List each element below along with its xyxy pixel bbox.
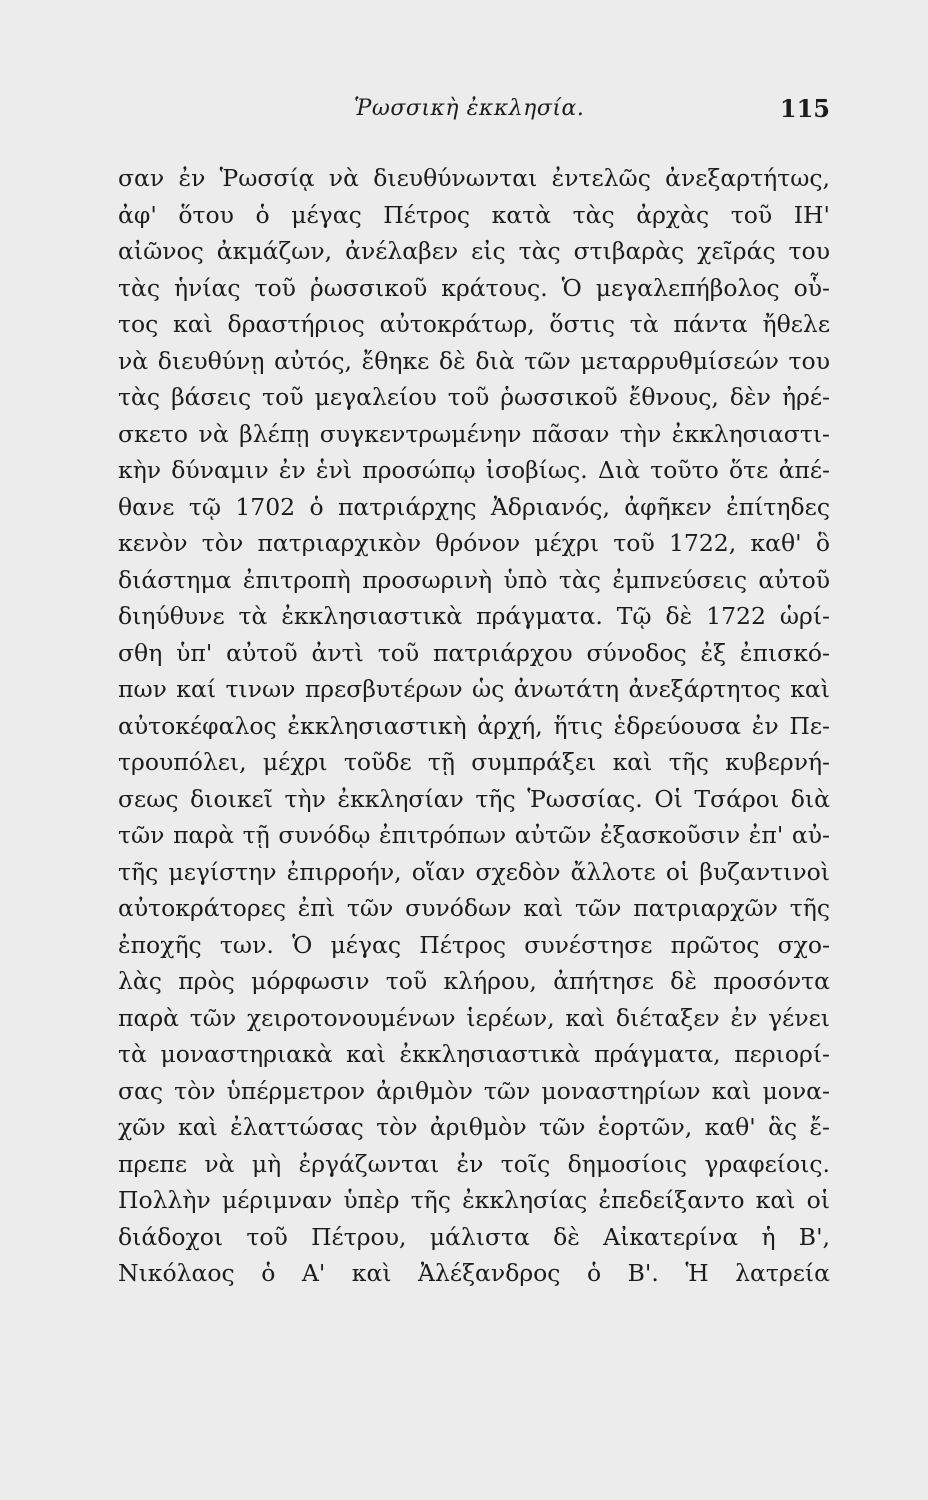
text-line: σαν ἐν Ῥωσσίᾳ νὰ διευθύνωνται ἐντελῶς ἀνεξαρτήτως, <box>118 164 830 192</box>
text-line: σθη ὑπ' αὐτοῦ ἀντὶ τοῦ πατριάρχου σύνοδος ἐξ ἐπισκό- <box>118 638 830 667</box>
text-line: σκετο νὰ βλέπῃ συγκεντρωμένην πᾶσαν τὴν ἐκκλησιαστι- <box>118 419 830 448</box>
text-line: τρουπόλει, μέχρι τοῦδε τῇ συμπράξει καὶ τῆς κυβερνή- <box>118 748 830 776</box>
text-line: νὰ διευθύνῃ αὐτός, ἔθηκε δὲ διὰ τῶν μεταρρυθμίσεών του <box>118 346 830 375</box>
text-line: κενὸν τὸν πατριαρχικὸν θρόνον μέχρι τοῦ 1722, καθ' ὃ <box>118 529 830 557</box>
text-line: θανε τῷ 1702 ὁ πατριάρχης Ἀδριανός, ἀφῆκεν ἐπίτηδες <box>118 492 830 521</box>
page-header <box>118 96 830 130</box>
text-line: τὰς ἡνίας τοῦ ῥωσσικοῦ κράτους. Ὁ μεγαλεπήβολος οὗ- <box>118 273 830 302</box>
text-line: αὐτοκέφαλος ἐκκλησιαστικὴ ἀρχή, ἥτις ἑδρεύουσα ἐν Πε- <box>118 711 830 740</box>
text-line: τὰ μοναστηριακὰ καὶ ἐκκλησιαστικὰ πράγματα, περιορί- <box>118 1040 830 1068</box>
text-line: Νικόλαος ὁ Α' καὶ Ἀλέξανδρος ὁ Β'. Ἡ λατρεία <box>118 1259 830 1287</box>
text-line: διάδοχοι τοῦ Πέτρου, μάλιστα δὲ Αἰκατερίνα ἡ Β', <box>118 1222 830 1251</box>
text-line: τῶν παρὰ τῇ συνόδῳ ἐπιτρόπων αὐτῶν ἐξασκοῦσιν ἐπ' αὐ- <box>118 821 830 849</box>
text-line: ἐποχῆς των. Ὁ μέγας Πέτρος συνέστησε πρῶτος σχο- <box>118 930 830 959</box>
text-line: αὐτοκράτορες ἐπὶ τῶν συνόδων καὶ τῶν πατριαρχῶν τῆς <box>118 894 830 922</box>
running-title: Ῥωσσικὴ ἐκκλησία. <box>354 96 585 121</box>
text-line: κὴν δύναμιν ἐν ἑνὶ προσώπῳ ἰσοβίως. Διὰ τοῦτο ὅτε ἀπέ- <box>118 456 830 484</box>
text-line: λὰς πρὸς μόρφωσιν τοῦ κλήρου, ἀπήτησε δὲ προσόντα <box>118 967 830 995</box>
text-line: διηύθυνε τὰ ἐκκλησιαστικὰ πράγματα. Τῷ δὲ 1722 ὡρί- <box>118 602 830 630</box>
text-line: σεως διοικεῖ τὴν ἐκκλησίαν τῆς Ῥωσσίας. Οἱ Τσάροι διὰ <box>118 784 830 813</box>
text-line: ἀφ' ὅτου ὁ μέγας Πέτρος κατὰ τὰς ἀρχὰς τοῦ ΙΗ' <box>118 200 830 229</box>
body-text <box>118 160 830 1292</box>
text-line: τος καὶ δραστήριος αὐτοκράτωρ, ὅστις τὰ πάντα ἤθελε <box>118 310 830 338</box>
text-line: διάστημα ἐπιτροπὴ προσωρινὴ ὑπὸ τὰς ἐμπνεύσεις αὐτοῦ <box>118 565 830 594</box>
text-line: πων καί τινων πρεσβυτέρων ὡς ἀνωτάτη ἀνεξάρτητος καὶ <box>118 675 830 703</box>
page-number: 115 <box>779 94 830 123</box>
text-line: τὰς βάσεις τοῦ μεγαλείου τοῦ ῥωσσικοῦ ἔθνους, δὲν ἠρέ- <box>118 383 830 411</box>
text-line: χῶν καὶ ἐλαττώσας τὸν ἀριθμὸν τῶν ἑορτῶν, καθ' ἃς ἔ- <box>118 1113 830 1141</box>
text-line: παρὰ τῶν χειροτονουμένων ἱερέων, καὶ διέταξεν ἐν γένει <box>118 1003 830 1032</box>
text-line: σας τὸν ὑπέρμετρον ἀριθμὸν τῶν μοναστηρίων καὶ μονα- <box>118 1076 830 1105</box>
text-line: αἰῶνος ἀκμάζων, ἀνέλαβεν εἰς τὰς στιβαρὰς χεῖράς του <box>118 237 830 265</box>
text-line: Πολλὴν μέριμναν ὑπὲρ τῆς ἐκκλησίας ἐπεδείξαντο καὶ οἱ <box>118 1186 830 1214</box>
text-line: τῆς μεγίστην ἐπιρροήν, οἵαν σχεδὸν ἄλλοτε οἱ βυζαντινοὶ <box>118 857 830 886</box>
text-line: πρεπε νὰ μὴ ἐργάζωνται ἐν τοῖς δημοσίοις γραφείοις. <box>118 1149 830 1178</box>
